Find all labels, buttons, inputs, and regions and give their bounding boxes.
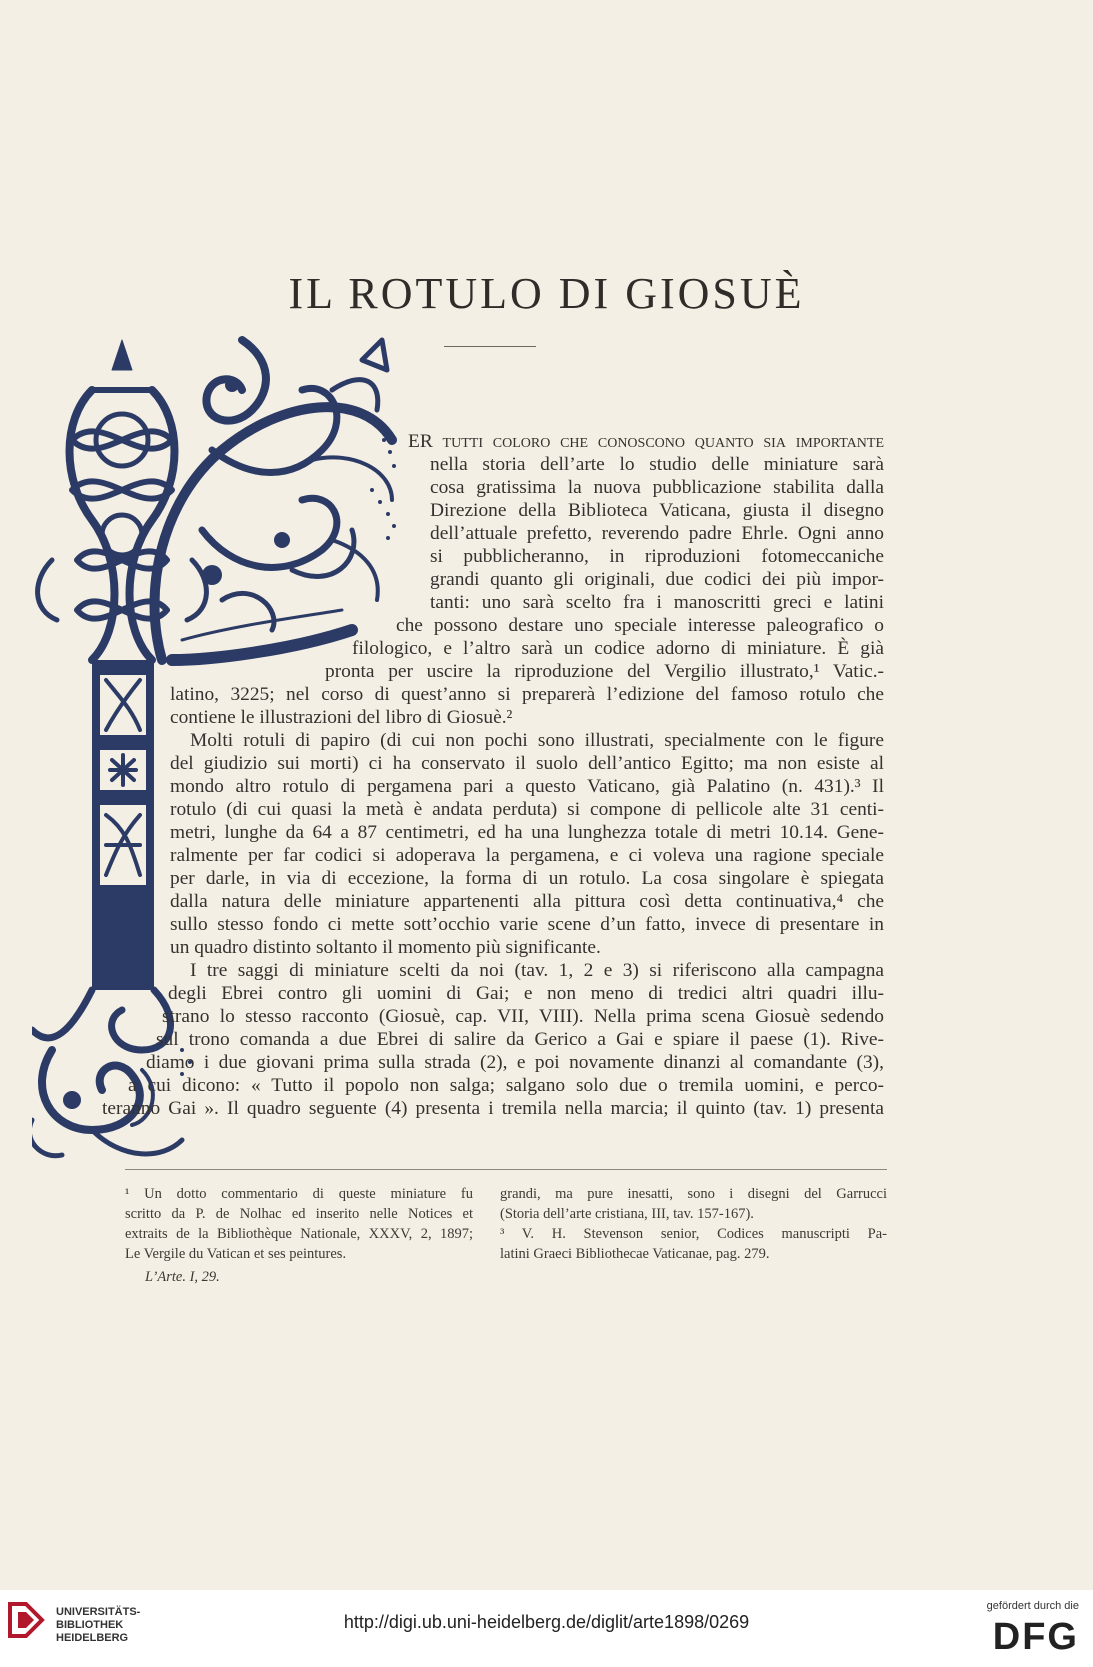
- body-line: dell’attuale prefetto, reverendo padre Ehrle. Ogni anno: [430, 523, 884, 544]
- footnote-line: (Storia dell’arte cristiana, III, tav. 157-167).: [500, 1206, 754, 1222]
- library-name-line: BIBLIOTHEK: [56, 1619, 124, 1631]
- body-line: del giudizio sui morti) ci ha conservato il suolo dell’antico Egitto; ma non esiste al: [170, 753, 884, 774]
- funding-note: gefördert durch die: [986, 1600, 1079, 1612]
- body-line: contiene le illustrazioni del libro di Giosuè.²: [170, 707, 513, 728]
- footnote-line: Le Vergile du Vatican et ses peintures.: [125, 1246, 347, 1262]
- footer: [0, 1590, 1093, 1667]
- body-line: rotulo (di cui quasi la metà è andata perduta) si compone di pellicole alte 31 centi-: [170, 799, 884, 820]
- body-line: latino, 3225; nel corso di quest’anno si preparerà l’edizione del famoso rotulo che: [170, 684, 884, 705]
- body-line: strano lo stesso racconto (Giosuè, cap. VII, VIII). Nella prima scena Giosuè sedendo: [162, 1006, 884, 1027]
- body-line: metri, lunghe da 64 a 87 centimetri, ed ha una lunghezza totale di metri 10.14. Gene-: [170, 822, 884, 843]
- body-line: sullo stesso fondo ci mette sott’occhio varie scene d’un fatto, invece di presentare in: [170, 914, 884, 935]
- body-line: ralmente per far codici si adoperava la pergamena, e ci voleva una ragione speciale: [170, 845, 884, 866]
- dfg-logo-icon: DFG: [992, 1616, 1079, 1658]
- body-line: a cui dicono: « Tutto il popolo non salga; salgano solo due o tremila uomini, e perco-: [128, 1075, 884, 1096]
- footnote-rule: [125, 1169, 887, 1170]
- body-line: teranno Gai ». Il quadro seguente (4) presenta i tremila nella marcia; il quinto (tav. 1) presenta: [102, 1098, 884, 1119]
- body-line: Direzione della Biblioteca Vaticana, giusta il disegno: [430, 500, 884, 521]
- body-line: degli Ebrei contro gli uomini di Gai; e non meno di tredici altri quadri illu-: [168, 983, 884, 1004]
- body-line: cosa gratissima la nuova pubblicazione stabilita dalla: [430, 477, 884, 498]
- body-line: dalla natura delle miniature appartenenti alla pittura così detta continuativa,⁴ che: [170, 891, 884, 912]
- body-line: grandi quanto gli originali, due codici dei più impor-: [430, 569, 884, 590]
- body-line: per darle, in via di eccezione, la forma di un rotulo. La cosa singolare è spiegata: [170, 868, 884, 889]
- body-line: tanti: uno sarà scelto fra i manoscritti greci e latini: [430, 592, 884, 613]
- footnote-line: scritto da P. de Nolhac ed inserito nelle Notices et: [125, 1206, 473, 1222]
- title-rule: [444, 346, 536, 347]
- body-line: che possono destare uno speciale interesse paleografico o: [396, 615, 884, 636]
- source-url[interactable]: http://digi.ub.uni-heidelberg.de/diglit/arte1898/0269: [343, 1612, 750, 1632]
- body-line: ER tutti coloro che conoscono quanto sia importante: [408, 431, 884, 452]
- body-line: I tre saggi di miniature scelti da noi (tav. 1, 2 e 3) si riferiscono alla campagna: [190, 960, 884, 981]
- page-title: IL ROTULO DI GIOSUÈ: [288, 269, 805, 318]
- footnote-line: extraits de la Bibliothèque Nationale, XXXV, 2, 1897;: [125, 1226, 473, 1242]
- body-line: sul trono comanda a due Ebrei di salire da Gerico a Gai e spiare il paese (1). Rive-: [156, 1029, 884, 1050]
- body-line: un quadro distinto soltanto il momento più significante.: [170, 937, 601, 958]
- body-line: Molti rotuli di papiro (di cui non pochi sono illustrati, specialmente con le figure: [190, 730, 884, 751]
- body-line: nella storia dell’arte lo studio delle miniature sarà: [430, 454, 884, 475]
- body-line: pronta per uscire la riproduzione del Vergilio illustrato,¹ Vatic.-: [325, 661, 884, 682]
- body-line: diamo i due giovani prima sulla strada (2), e poi novamente dinanzi al comandante (3),: [146, 1052, 884, 1073]
- body-line: mondo altro rotulo di pergamena pari a questo Vaticano, già Palatino (n. 431).³ Il: [170, 776, 884, 797]
- footnote-line: latini Graeci Bibliothecae Vaticanae, pag. 279.: [500, 1246, 770, 1262]
- library-name-line: HEIDELBERG: [56, 1632, 129, 1644]
- footnote-line: grandi, ma pure inesatti, sono i disegni del Garrucci: [500, 1186, 887, 1202]
- library-name-line: UNIVERSITÄTS-: [56, 1606, 141, 1618]
- body-line: si pubblicheranno, in riproduzioni fotomeccaniche: [430, 546, 884, 567]
- body-line: filologico, e l’altro sarà un codice adorno di miniature. È già: [352, 638, 884, 659]
- signature: L’Arte. I, 29.: [145, 1269, 220, 1285]
- footnote-line: ¹ Un dotto commentario di queste miniature fu: [125, 1186, 473, 1202]
- footnote-line: ³ V. H. Stevenson senior, Codices manuscripti Pa-: [500, 1226, 887, 1242]
